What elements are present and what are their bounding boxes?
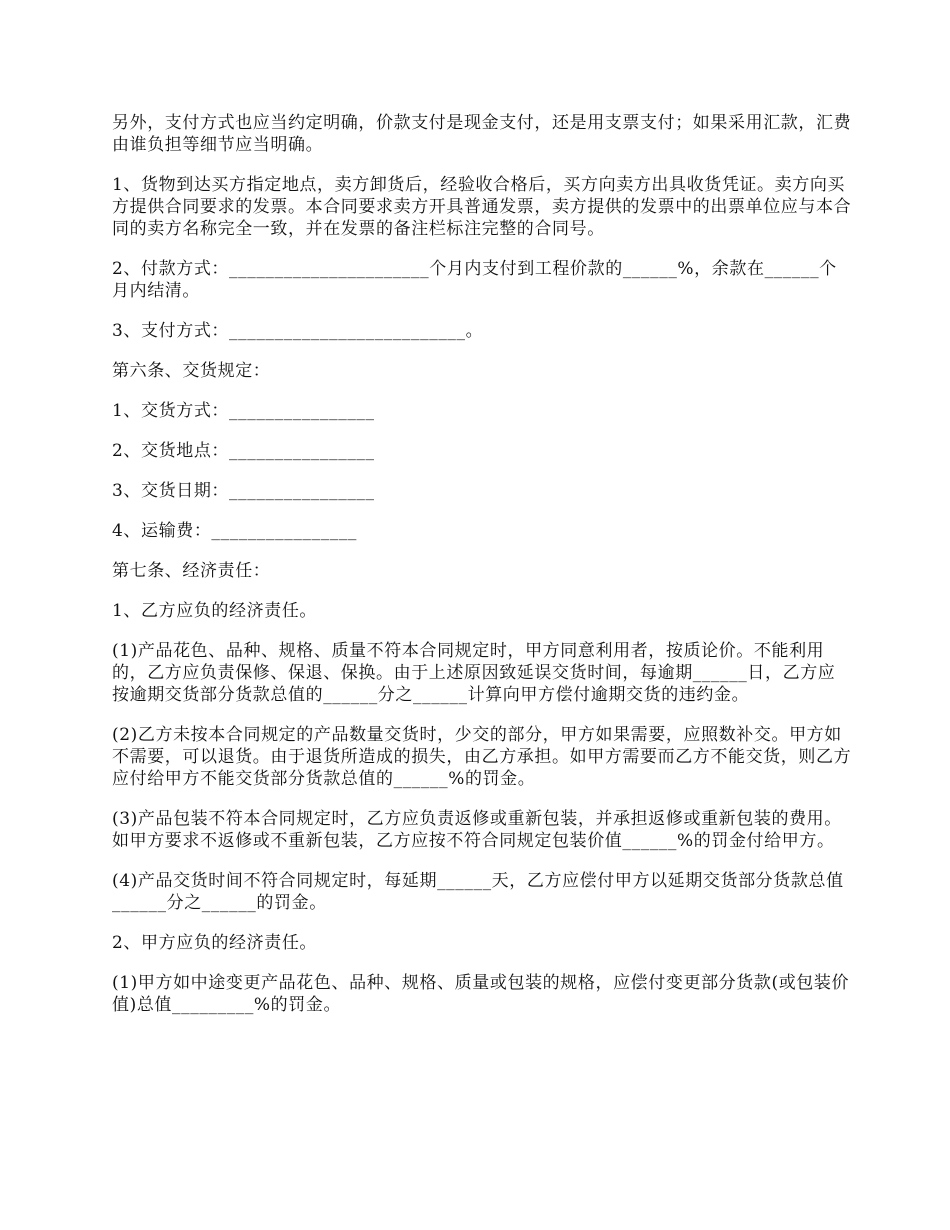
paragraph-delivery-method: 1、交货方式：________________ xyxy=(112,401,375,421)
clause-b-3: (3)产品包装不符本合同规定时，乙方应负责返修或重新包装，并承担返修或重新包装的费用。如甲方要求不返修或不重新包装，乙方应按不符合同规定包装价值______%的罚金付给甲方。 xyxy=(112,809,842,851)
paragraph-payment-intro: 另外，支付方式也应当约定明确，价款支付是现金支付，还是用支票支付；如果采用汇款，汇费由谁负担等细节应当明确。 xyxy=(112,113,852,155)
heading-party-b-liability: 1、乙方应负的经济责任。 xyxy=(112,601,318,621)
heading-article-7: 第七条、经济责任： xyxy=(112,561,271,581)
heading-article-6: 第六条、交货规定： xyxy=(112,361,271,381)
paragraph-delivery-date: 3、交货日期：________________ xyxy=(112,481,375,501)
paragraph-transport-fee: 4、运输费：________________ xyxy=(112,521,358,541)
clause-b-2: (2)乙方未按本合同规定的产品数量交货时，少交的部分，甲方如果需要，应照数补交。甲方如不需要，可以退货。由于退货所造成的损失，由乙方承担。如甲方需要而乙方不能交货，则乙方应付给甲方不能交货部分货款总值的______%的罚金。 xyxy=(112,725,852,789)
clause-b-1: (1)产品花色、品种、规格、质量不符本合同规定时，甲方同意利用者，按质论价。不能利用的，乙方应负责保修、保退、保换。由于上述原因致延误交货时间，每逾期______日，乙方应按逾期交货部分货款总值的______分之______计算向甲方偿付逾期交货的违约金。 xyxy=(112,641,836,705)
clause-a-1: (1)甲方如中途变更产品花色、品种、规格、质量或包装的规格，应偿付变更部分货款(或包装价值)总值_________%的罚金。 xyxy=(112,973,850,1015)
paragraph-delivery-location: 2、交货地点：________________ xyxy=(112,441,375,461)
heading-party-a-liability: 2、甲方应负的经济责任。 xyxy=(112,933,318,953)
paragraph-payment-method: 3、支付方式：__________________________。 xyxy=(112,321,484,341)
paragraph-delivery-invoice: 1、货物到达买方指定地点，卖方卸货后，经验收合格后，买方向卖方出具收货凭证。卖方向买方提供合同要求的发票。本合同要求卖方开具普通发票，卖方提供的发票中的出票单位应与本合同的卖方名称完全一致，并在发票的备注栏标注完整的合同号。 xyxy=(112,175,852,239)
document-page xyxy=(112,112,852,1034)
clause-b-4: (4)产品交货时间不符合同规定时，每延期______天，乙方应偿付甲方以延期交货部分货款总值______分之______的罚金。 xyxy=(112,871,844,913)
paragraph-payment-terms: 2、付款方式：______________________个月内支付到工程价款的______%，余款在______个月内结清。 xyxy=(112,259,837,301)
